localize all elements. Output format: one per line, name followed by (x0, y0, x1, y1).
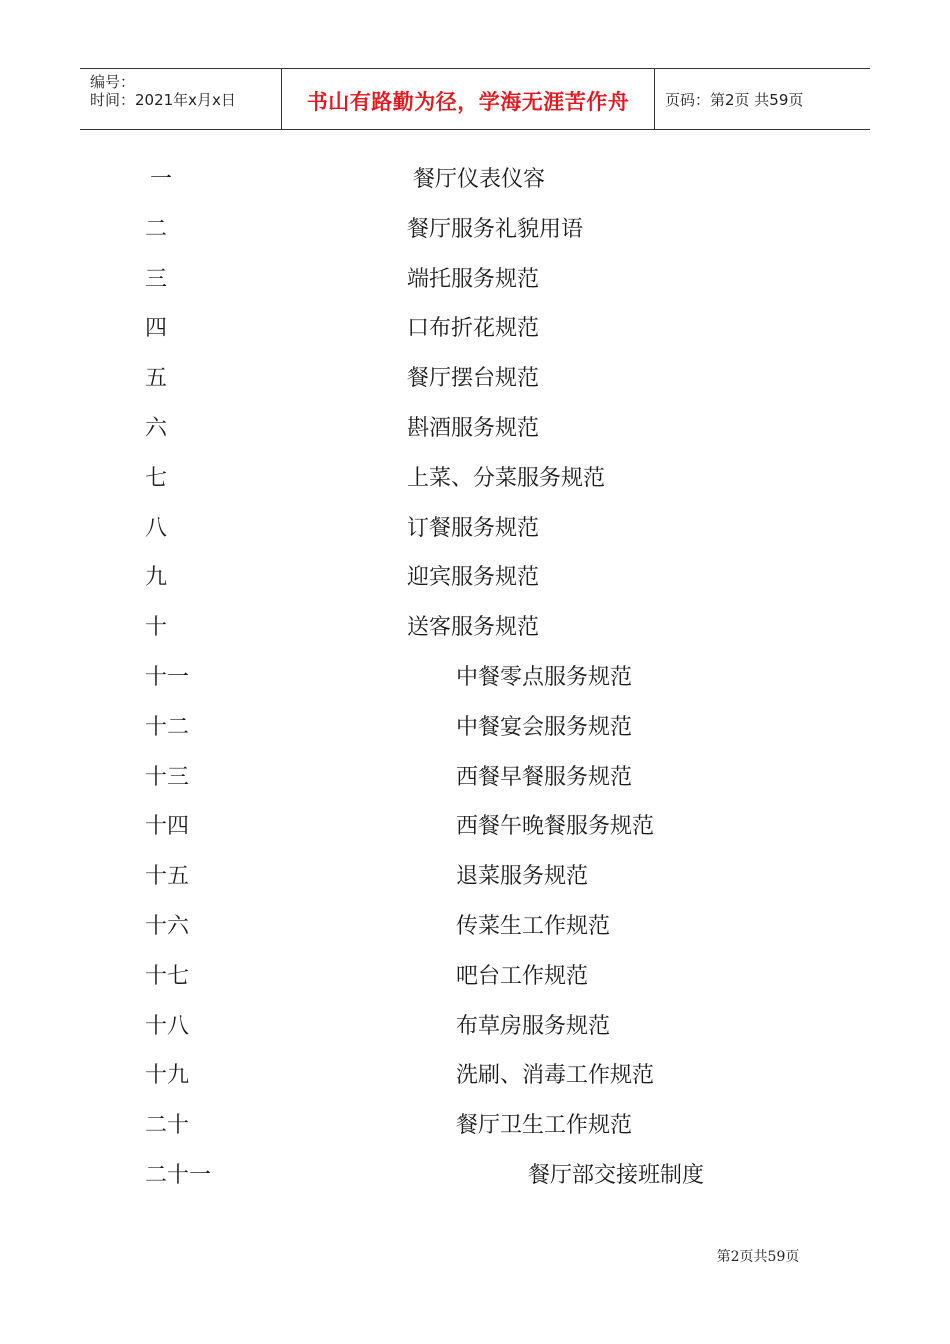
toc-entry-number: 十五 (145, 864, 190, 889)
toc-entry (0, 264, 950, 296)
toc-entry-title: 口布折花规范 (407, 316, 540, 341)
toc-entry (0, 363, 950, 395)
toc-entry (0, 413, 950, 445)
toc-entry (0, 961, 950, 993)
toc-entry-title: 中餐零点服务规范 (456, 665, 633, 690)
toc-entry-title: 端托服务规范 (407, 267, 540, 292)
header-motto: 书山有路勤为径，学海无涯苦作舟 (306, 90, 630, 114)
toc-entry (0, 214, 950, 246)
toc-entry-number: 十三 (145, 765, 190, 790)
toc-entry-title: 餐厅摆台规范 (407, 366, 540, 391)
toc-entry (0, 1160, 950, 1192)
toc-entry-title: 送客服务规范 (407, 615, 540, 640)
toc-entry-number: 十 (145, 615, 168, 640)
toc-entry (0, 612, 950, 644)
footer-page-number: 第2页共59页 (716, 1249, 800, 1265)
toc-entry (0, 712, 950, 744)
toc-entry (0, 1060, 950, 1092)
toc-entry (0, 1011, 950, 1043)
toc-entry-number: 五 (145, 366, 168, 391)
toc-entry (0, 1110, 950, 1142)
toc-entry (0, 513, 950, 545)
toc-entry (0, 911, 950, 943)
toc-entry-number: 十六 (145, 914, 190, 939)
header-page-cell (655, 69, 870, 129)
toc-entry-number: 九 (145, 565, 168, 590)
toc-entry-number: 二十一 (145, 1163, 212, 1188)
toc-entry-number: 三 (145, 267, 168, 292)
toc-entry-number: 十一 (145, 665, 190, 690)
toc-entry-number: 二 (145, 217, 168, 242)
toc-entry-number: 四 (145, 316, 168, 341)
toc-entry-number: 十二 (145, 715, 190, 740)
toc-entry (0, 861, 950, 893)
toc-entry-number: 七 (145, 466, 168, 491)
toc-entry-title: 退菜服务规范 (456, 864, 589, 889)
toc-entry-title: 餐厅卫生工作规范 (456, 1113, 633, 1138)
toc-entry-title: 订餐服务规范 (407, 516, 540, 541)
toc-entry-title: 洗刷、消毒工作规范 (456, 1063, 655, 1088)
page-footer (0, 1246, 950, 1266)
toc-entry-title: 餐厅部交接班制度 (528, 1163, 705, 1188)
toc-entry-title: 传菜生工作规范 (456, 914, 611, 939)
toc-entry-number: 六 (145, 416, 168, 441)
document-time-label: 时间：2021年x月x日 (90, 91, 236, 109)
header-motto-cell (282, 69, 655, 129)
toc-entry (0, 662, 950, 694)
toc-entry-number: 十九 (145, 1063, 190, 1088)
header-page-info: 页码：第2页 共59页 (665, 91, 804, 109)
toc-entry (0, 762, 950, 794)
toc-entry (0, 164, 950, 196)
page-header (80, 68, 870, 130)
toc-entry (0, 811, 950, 843)
toc-entry-number: 二十 (145, 1113, 190, 1138)
toc-entry-title: 布草房服务规范 (456, 1014, 611, 1039)
toc-entry-number: 十四 (145, 814, 190, 839)
toc-entry-title: 斟酒服务规范 (407, 416, 540, 441)
toc-entry-number: 一 (150, 167, 173, 192)
toc-entry-number: 八 (145, 516, 168, 541)
document-number-label: 编号： (90, 73, 136, 91)
toc-entry (0, 463, 950, 495)
toc-entry-title: 餐厅仪表仪容 (413, 167, 546, 192)
toc-entry-title: 西餐早餐服务规范 (456, 765, 633, 790)
toc-entry-title: 迎宾服务规范 (407, 565, 540, 590)
header-meta-cell (80, 69, 282, 129)
toc-entry-title: 吧台工作规范 (456, 964, 589, 989)
toc-entry (0, 562, 950, 594)
toc-entry-number: 十八 (145, 1014, 190, 1039)
toc-entry-number: 十七 (145, 964, 190, 989)
toc-entry-title: 上菜、分菜服务规范 (407, 466, 606, 491)
toc-entry-title: 中餐宴会服务规范 (456, 715, 633, 740)
toc-entry (0, 313, 950, 345)
toc-entry-title: 西餐午晚餐服务规范 (456, 814, 655, 839)
toc-entry-title: 餐厅服务礼貌用语 (407, 217, 584, 242)
